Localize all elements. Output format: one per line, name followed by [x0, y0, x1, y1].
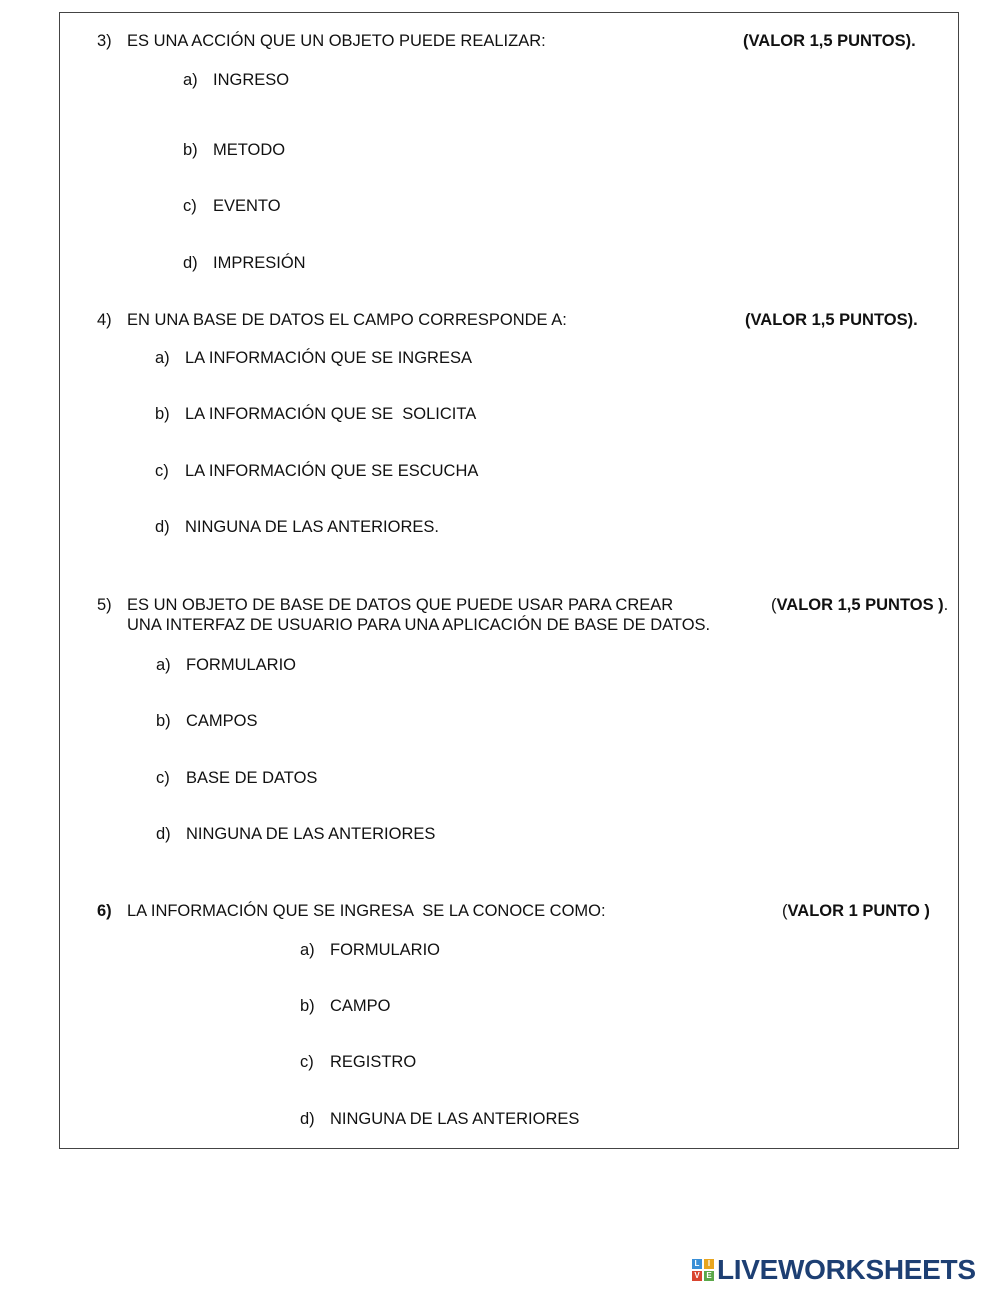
- question-number: 4): [97, 311, 112, 329]
- option-letter: b): [300, 997, 315, 1015]
- option-letter: b): [156, 712, 171, 730]
- question-number: 3): [97, 32, 112, 50]
- option-text[interactable]: LA INFORMACIÓN QUE SE ESCUCHA: [185, 462, 479, 480]
- question-number: 5): [97, 596, 112, 614]
- value-label: VALOR 1,5 PUNTOS ): [776, 596, 944, 614]
- question-text-line2: UNA INTERFAZ DE USUARIO PARA UNA APLICACIÓN DE BASE DE DATOS.: [127, 616, 711, 634]
- option-letter: a): [183, 71, 198, 89]
- option-text[interactable]: INGRESO: [213, 71, 290, 89]
- question-number: 6): [97, 902, 112, 920]
- option-letter: d): [183, 254, 198, 272]
- option-text[interactable]: NINGUNA DE LAS ANTERIORES: [186, 825, 436, 843]
- option-text[interactable]: LA INFORMACIÓN QUE SE SOLICITA: [185, 405, 477, 423]
- option-text[interactable]: CAMPOS: [186, 712, 258, 730]
- option-text[interactable]: CAMPO: [330, 997, 391, 1015]
- option-letter: a): [156, 656, 171, 674]
- value-open-paren: (: [771, 596, 777, 614]
- option-letter: a): [155, 349, 170, 367]
- option-text[interactable]: IMPRESIÓN: [213, 254, 306, 272]
- logo-tile-e: E: [704, 1271, 714, 1281]
- option-text[interactable]: FORMULARIO: [330, 941, 441, 959]
- option-letter: d): [156, 825, 171, 843]
- question-text: ES UN OBJETO DE BASE DE DATOS QUE PUEDE USAR PARA CREAR: [127, 596, 674, 614]
- question-text: ES UNA ACCIÓN QUE UN OBJETO PUEDE REALIZAR:: [127, 32, 546, 50]
- option-letter: c): [155, 462, 169, 480]
- option-text[interactable]: EVENTO: [213, 197, 281, 215]
- question-value: [771, 595, 948, 615]
- option-text[interactable]: REGISTRO: [330, 1053, 417, 1071]
- option-letter: b): [183, 141, 198, 159]
- question-text: EN UNA BASE DE DATOS EL CAMPO CORRESPONDE A:: [127, 311, 567, 329]
- logo-tile-i: I: [704, 1259, 714, 1269]
- option-text[interactable]: LA INFORMACIÓN QUE SE INGRESA: [185, 349, 472, 367]
- question-value: (VALOR 1,5 PUNTOS).: [743, 32, 916, 50]
- option-letter: d): [155, 518, 170, 536]
- option-text[interactable]: NINGUNA DE LAS ANTERIORES: [330, 1110, 580, 1128]
- option-letter: c): [183, 197, 197, 215]
- value-label: VALOR 1 PUNTO ): [787, 902, 930, 920]
- option-text[interactable]: FORMULARIO: [186, 656, 297, 674]
- question-text: LA INFORMACIÓN QUE SE INGRESA SE LA CONOCE COMO:: [127, 902, 606, 920]
- liveworksheets-logo: [692, 1254, 976, 1286]
- question-value: (VALOR 1,5 PUNTOS).: [745, 311, 918, 329]
- logo-tile-l: L: [692, 1259, 702, 1269]
- worksheet-frame: [59, 12, 959, 1149]
- value-open-paren: (: [782, 902, 788, 920]
- logo-wordmark: LIVEWORKSHEETS: [717, 1254, 976, 1285]
- option-text[interactable]: METODO: [213, 141, 286, 159]
- option-letter: d): [300, 1110, 315, 1128]
- option-letter: a): [300, 941, 315, 959]
- option-text[interactable]: NINGUNA DE LAS ANTERIORES.: [185, 518, 439, 536]
- logo-tile-v: V: [692, 1271, 702, 1281]
- logo-tile-grid: [692, 1259, 714, 1281]
- option-letter: c): [156, 769, 170, 787]
- option-letter: b): [155, 405, 170, 423]
- option-text[interactable]: BASE DE DATOS: [186, 769, 318, 787]
- option-letter: c): [300, 1053, 314, 1071]
- question-value: [782, 901, 930, 921]
- value-close: .: [943, 596, 949, 614]
